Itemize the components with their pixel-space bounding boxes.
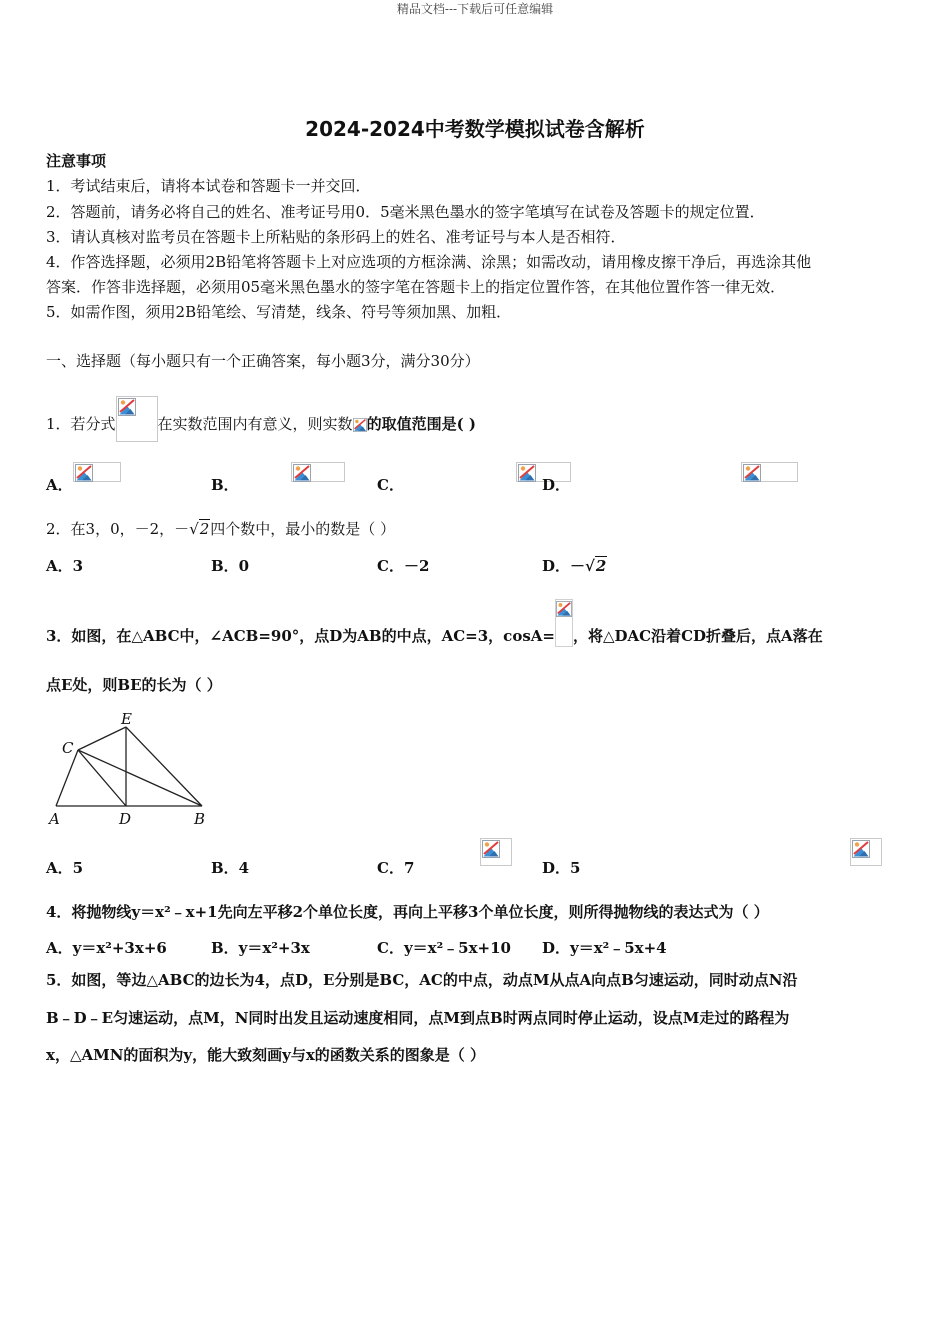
q2-option-d [542,555,607,576]
image-placeholder-icon [852,840,870,858]
q2-option-b: B．0 [211,557,250,575]
q3-line-1 [46,613,823,661]
image-placeholder-icon [518,464,536,482]
q3-line-1b: ，将△DAC沿着CD折叠后，点A落在 [572,627,823,645]
q4-stem: 4．将抛物线y＝x²﹣x+1先向左平移2个单位长度，再向上平移3个单位长度，则所得抛物线的表达式为（ ） [46,903,769,921]
page-header: 精品文档---下载后可任意编辑 [396,2,554,16]
q2-option-a: A．3 [46,557,84,575]
segment-ac [56,750,78,806]
q1-stem [46,402,476,448]
notice-item-4a: 4．作答选择题，必须用2B铅笔将答题卡上对应选项的方框涂满、涂黑；如需改动，请用橡皮擦干净后，再选涂其他 [46,253,812,271]
segment-ce [78,727,126,750]
q2-sqrt [189,520,210,538]
segment-cb [78,750,202,806]
label-d: D [119,810,132,828]
q2-text-a: 2．在3，0，－2，－ [46,520,190,538]
q2-option-d-sqrt [585,557,607,575]
q4-option-b: B．y＝x²+3x [211,939,310,957]
q1-option-a-image [73,462,121,482]
q3-option-d: D．5 [542,859,581,877]
q1-option-d-label: D． [542,476,571,494]
radical-sign-icon: √ [189,520,199,538]
q5-line-1: 5．如图，等边△ABC的边长为4，点D，E分别是BC，AC的中点，动点M从点A向点B匀速运动，同时动点N沿 [46,971,798,989]
q1-option-b-label: B． [211,476,239,494]
label-c: C [62,739,74,757]
q1-fraction-image [116,396,158,442]
image-placeholder-icon [75,464,93,482]
label-e: E [121,710,132,728]
page-title: 2024-2024中考数学模拟试卷含解析 [305,117,645,141]
q4-option-a: A．y＝x²+3x+6 [46,939,167,957]
q3-line-2: 点E处，则BE的长为（ ） [46,676,222,694]
label-b: B [194,810,206,828]
q3-option-b: B．4 [211,859,250,877]
image-placeholder-icon [353,418,367,432]
segment-cd [78,750,126,806]
image-placeholder-icon [293,464,311,482]
q3-figure [44,710,214,830]
q3-line-1a: 3．如图，在△ABC中，∠ACB=90°，点D为AB的中点，AC=3，cosA= [46,627,555,645]
q2-option-d-label: D．－ [542,557,586,575]
q2-text-b: 四个数中，最小的数是（ ） [210,520,396,538]
q3-option-b-image [480,838,512,866]
q2-radicand: 2 [199,520,210,538]
q3-option-c: C．7 [377,859,415,877]
image-placeholder-icon [482,840,500,858]
image-placeholder-icon [743,464,761,482]
q1-option-b-image [291,462,345,482]
image-placeholder-icon [556,600,572,618]
q3-cos-image [555,599,573,647]
q3-figure-lines [56,727,202,806]
notice-item-4b: 答案．作答非选择题，必须用05毫米黑色墨水的签字笔在答题卡上的指定位置作答，在其他位置作答一律无效． [46,278,786,296]
notice-item-3: 3．请认真核对监考员在答题卡上所粘贴的条形码上的姓名、准考证号与本人是否相符． [46,228,626,246]
section-heading: 一、选择题（每小题只有一个正确答案，每小题3分，满分30分） [46,352,480,370]
q2-option-c: C．－2 [377,557,430,575]
notice-heading: 注意事项 [46,152,107,170]
q1-middle: 在实数范围内有意义，则实数 [157,415,353,433]
notice-item-2: 2．答题前，请务必将自己的姓名、准考证号用0．5毫米黑色墨水的签字笔填写在试卷及答题卡的规定位置． [46,203,765,221]
q5-line-2: B﹣D﹣E匀速运动，点M，N同时出发且运动速度相同，点M到点B时两点同时停止运动，设点M走过的路程为 [46,1009,790,1027]
q5-line-3: x，△AMN的面积为y，能大致刻画y与x的函数关系的图象是（ ） [46,1046,486,1064]
q1-suffix: 的取值范围是( ) [366,415,476,433]
segment-eb [126,727,202,806]
label-a: A [49,810,60,828]
q3-option-d-image [850,838,882,866]
q1-option-a-label: A． [46,476,73,494]
notice-item-1: 1．考试结束后，请将本试卷和答题卡一并交回． [46,177,371,195]
q1-option-d-image [741,462,798,482]
q3-option-a: A．5 [46,859,84,877]
image-placeholder-icon [118,398,136,416]
q4-option-d: D．y＝x²﹣5x+4 [542,939,667,957]
q1-prefix: 1．若分式 [46,415,116,433]
q2-stem [46,520,395,538]
q1-variable-image [353,418,367,432]
q4-option-c: C．y＝x²﹣5x+10 [377,939,511,957]
q1-option-c-label: C． [377,476,404,494]
q2-option-d-radicand: 2 [595,557,607,575]
notice-item-5: 5．如需作图，须用2B铅笔绘、写清楚，线条、符号等须加黑、加粗． [46,303,512,321]
radical-sign-icon: √ [585,557,595,575]
